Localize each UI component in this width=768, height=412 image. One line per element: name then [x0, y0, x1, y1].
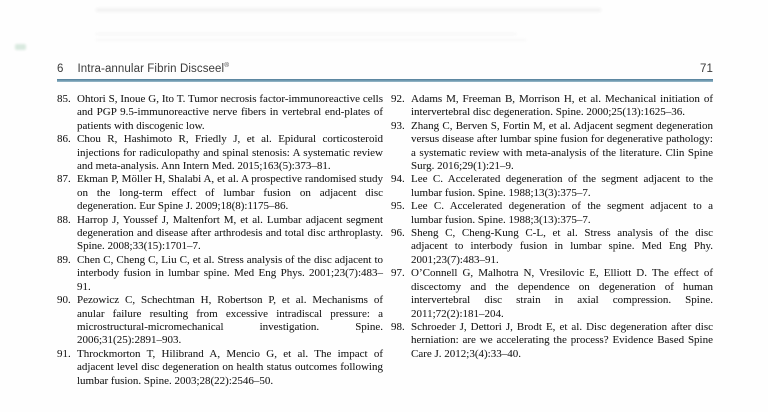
reference-item-88: [57, 214, 383, 254]
reference-item-89: [57, 254, 383, 294]
page-number: 71: [700, 63, 713, 75]
scan-smudge-artifact: [15, 44, 26, 50]
reference-item-97: [391, 267, 713, 321]
chapter-title-text: Intra-annular Fibrin Discseel: [77, 63, 225, 75]
reference-number: 88.: [57, 213, 71, 226]
reference-number: 85.: [57, 93, 71, 105]
reference-item-85: [57, 93, 383, 133]
reference-text: Sheng C, Cheng-Kung C-L, et al. Stress analysis of the disc adjacent to interbody fusion in lumbar spine. Med Eng Phy. 2001;23(7):483–91.: [411, 227, 713, 266]
reference-number: 98.: [391, 320, 405, 333]
reference-text: Chou R, Hashimoto R, Friedly J, et al. Epidural corticosteroid injections for radiculopathy and spinal stenosis: A systematic review and meta-analysis. Ann Intern Med. 2015;163(5):373–81.: [77, 133, 383, 173]
reference-item-93: [391, 120, 713, 174]
reference-text: Pezowicz C, Schechtman H, Robertson P, et al. Mechanisms of anular failure resulting from excessive intradiscal pressure: a microstructural-micromechanical investigation. Spine. 2006;31(25):2891–903.: [77, 294, 383, 347]
chapter-title: [78, 63, 230, 75]
header-rule: [57, 79, 713, 82]
registered-trademark-mark: ®: [224, 62, 230, 70]
reference-text: Ekman P, Möller H, Shalabi A, et al. A prospective randomised study on the long-term effect of lumbar fusion on adjacent disc degeneration. Eur Spine J. 2009;18(8):1175–86.: [77, 173, 383, 213]
reference-item-94: [391, 173, 713, 200]
running-head: [57, 63, 713, 75]
reference-item-92: [391, 93, 713, 120]
reference-text: Chen C, Cheng C, Liu C, et al. Stress analysis of the disc adjacent to interbody fusion in lumbar spine. Med Eng Phys. 2001;23(7):483–91.: [77, 253, 383, 293]
reference-text: Schroeder J, Dettori J, Brodt E, et al. Disc degeneration after disc herniation: are we accelerating the process? Evidence Based Spine Care J. 2012;3(4):33–40.: [411, 320, 713, 360]
reference-number: 94.: [391, 173, 405, 186]
reference-text: O’Connell G, Malhotra N, Vresilovic E, Elliott D. The effect of discectomy and the dependence on degeneration of human intervertebral disc strain in axial compression. Spine. 2011;72(2):181–204.: [411, 267, 713, 320]
reference-text: Lee C. Accelerated degeneration of the segment adjacent to the lumbar fusion. Spine. 1988;13(3):375–7.: [411, 173, 713, 199]
reference-item-87: [57, 173, 383, 213]
reference-item-96: [391, 227, 713, 267]
reference-item-86: [57, 133, 383, 173]
reference-text: Throckmorton T, Hilibrand A, Mencio G, et al. The impact of adjacent level disc degeneration on health status outcomes following lumbar fusion. Spine. 2003;28(22):2546–50.: [77, 347, 383, 387]
reference-item-91: [57, 348, 383, 388]
reference-item-95: [391, 200, 713, 227]
reference-number: 96.: [391, 227, 405, 240]
reference-text: Lee C. Accelerated degeneration of the segment adjacent to a lumbar fusion. Spine. 1988;3(13):375–7.: [411, 200, 713, 226]
reference-number: 93.: [391, 119, 405, 132]
reference-list: [57, 93, 713, 388]
references-right-column: [391, 93, 713, 388]
scan-bleedthrough-line: [96, 33, 516, 35]
scan-bleedthrough-line: [96, 8, 601, 12]
reference-number: 90.: [57, 294, 71, 307]
reference-text: Harrop J, Youssef J, Maltenfort M, et al. Lumbar adjacent segment degeneration and disease after arthrodesis and total disc arthroplasty. Spine. 2008;33(15):1701–7.: [77, 213, 383, 253]
reference-item-98: [391, 321, 713, 361]
reference-text: Zhang C, Berven S, Fortin M, et al. Adjacent segment degeneration versus disease after lumbar spine fusion for degenerative pathology: a systematic review with meta-analysis of the literature. Clin Spine Surg. 2016;29(1):21–9.: [411, 119, 713, 173]
reference-number: 95.: [391, 200, 405, 213]
reference-number: 91.: [57, 347, 71, 360]
reference-text: Adams M, Freeman B, Morrison H, et al. Mechanical initiation of intervertebral disc degeneration. Spine. 2000;25(13):1625–36.: [411, 93, 713, 119]
chapter-number: 6: [57, 63, 64, 75]
reference-number: 92.: [391, 93, 405, 105]
reference-number: 97.: [391, 267, 405, 280]
reference-number: 89.: [57, 253, 71, 266]
references-left-column: [57, 93, 383, 388]
reference-number: 87.: [57, 173, 71, 186]
scan-bleedthrough-line: [96, 39, 526, 41]
reference-item-90: [57, 294, 383, 348]
reference-text: Ohtori S, Inoue G, Ito T. Tumor necrosis factor-immunoreactive cells and PGP 9.5-immunoreactive nerve fibers in vertebral end-plates of patients with discogenic low.: [77, 93, 383, 132]
reference-number: 86.: [57, 133, 71, 146]
